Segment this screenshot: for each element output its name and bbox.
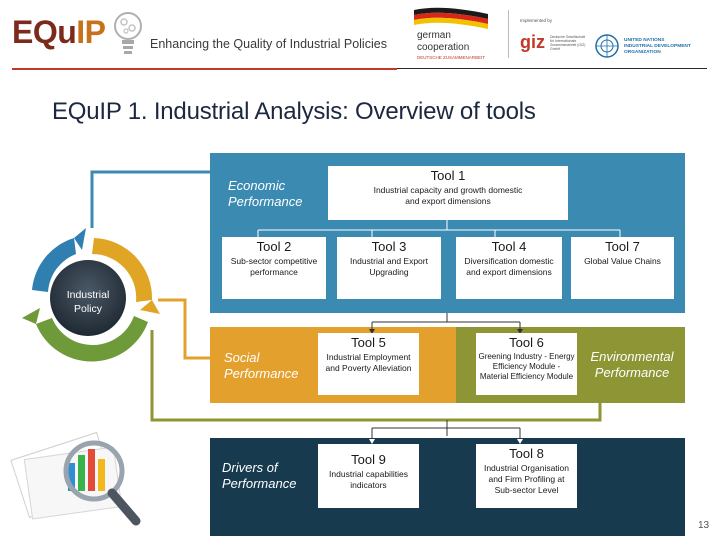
tool-3-box[interactable] <box>337 237 441 299</box>
tool-6-box[interactable] <box>476 333 577 395</box>
tool-6-title: Tool 6 <box>509 335 544 350</box>
tool-7-box[interactable] <box>571 237 674 299</box>
giz-full-name: Deutsche Gesellschaft für Internationale Zusammenarbeit (GIZ) GmbH <box>550 35 586 51</box>
tool-2-description: Sub-sector competitive performance <box>230 256 318 277</box>
tool-5-title: Tool 5 <box>351 335 386 350</box>
tool-7-title: Tool 7 <box>605 239 640 254</box>
giz-logo: giz <box>520 32 545 52</box>
drivers-of-performance-label: Drivers of Performance <box>222 460 297 491</box>
unido-line2: INDUSTRIAL DEVELOPMENT ORGANIZATION <box>624 44 691 55</box>
tool-8-box[interactable] <box>476 444 577 508</box>
german-cooperation-line1: german <box>417 30 451 41</box>
tool-3-title: Tool 3 <box>371 239 407 254</box>
implemented-by-label: Implemented by <box>520 18 553 23</box>
tool-4-description: Diversification domestic and export dimensions <box>464 256 554 277</box>
tagline: Enhancing the Quality of Industrial Policies <box>150 37 387 51</box>
tool-5-description: Industrial Employment and Poverty Alleviation <box>325 352 412 373</box>
tool-3-description: Industrial and Export Upgrading <box>350 256 428 277</box>
magnifier-chart-icon <box>8 415 158 527</box>
tool-1-description: Industrial capacity and growth domestic and export dimensions <box>373 185 523 206</box>
page-number: 13 <box>698 520 710 531</box>
tool-9-description: Industrial capabilities indicators <box>329 469 408 490</box>
economic-performance-label: Economic Performance <box>228 178 303 209</box>
tool-6-description: Greening Industry - Energy Efficiency Module - Material Efficiency Module <box>478 352 575 381</box>
tool-7-description: Global Value Chains <box>584 256 661 266</box>
tool-2-box[interactable] <box>222 237 326 299</box>
tool-1-box[interactable] <box>328 166 568 220</box>
environmental-performance-label: Environmental Performance <box>590 349 674 380</box>
industrial-policy-label: Industrial Policy <box>66 289 110 315</box>
tool-2-title: Tool 2 <box>256 239 292 254</box>
logo-eq-text: EQu <box>12 14 77 50</box>
tool-9-box[interactable] <box>318 444 419 508</box>
tool-8-description: Industrial Organisation and Firm Profiling at Sub-sector Level <box>483 463 570 495</box>
tool-8-title: Tool 8 <box>509 446 544 461</box>
tool-9-title: Tool 9 <box>351 452 386 467</box>
german-cooperation-line2: cooperation <box>417 42 470 53</box>
page-title: EQuIP 1. Industrial Analysis: Overview of tools <box>52 98 536 125</box>
social-performance-label: Social Performance <box>224 350 299 381</box>
logo-ip-text: IP <box>76 14 106 50</box>
tool-4-box[interactable] <box>456 237 562 299</box>
tool-4-title: Tool 4 <box>491 239 527 254</box>
tool-5-box[interactable] <box>318 333 419 395</box>
tool-1-title: Tool 1 <box>430 168 466 183</box>
german-cooperation-line3: DEUTSCHE ZUSAMMENARBEIT <box>417 55 486 60</box>
unido-line1: UNITED NATIONS <box>624 38 665 43</box>
